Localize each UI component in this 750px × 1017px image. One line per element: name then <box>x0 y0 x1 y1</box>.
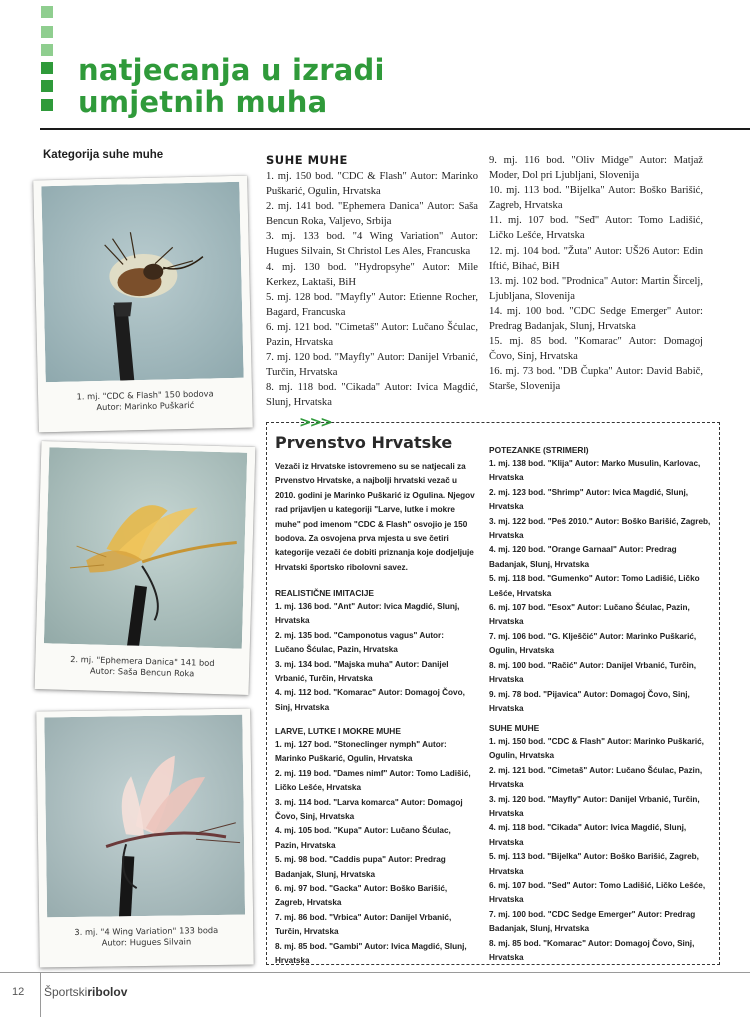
result-entry: 6. mj. 107 bod. "Esox" Autor: Lučano Šćulac, Pazin, Hrvatska <box>489 603 690 627</box>
result-entry: 3. mj. 133 bod. "4 Wing Variation" Autor: Hugues Silvain, St Christol Les Ales, Francuska <box>266 231 478 258</box>
decor-square <box>41 99 53 111</box>
caption-line: 3. mj. "4 Wing Variation" 133 boda <box>74 924 219 937</box>
photo-caption-2 <box>35 653 250 681</box>
section-heading: LARVE, LUTKE I MOKRE MUHE <box>275 726 401 736</box>
result-entry: 9. mj. 78 bod. "Pijavica" Autor: Domagoj Čovo, Sinj, Hrvatska <box>489 689 690 713</box>
magazine-name <box>44 985 127 999</box>
result-entry: 7. mj. 106 bod. "G. Klješčić" Autor: Marinko Puškarić, Ogulin, Hrvatska <box>489 631 697 656</box>
result-entry: 4. mj. 105 bod. "Kupa" Autor: Lučano Šćulac, Pazin, Hrvatska <box>275 826 451 850</box>
result-entry: 2. mj. 119 bod. "Dames nimf" Autor: Tomo Ladišić, Ličko Lešće, Hrvatska <box>275 768 471 793</box>
result-entry: 3. mj. 122 bod. "Peš 2010." Autor: Boško Barišić, Zagreb, Hrvatska <box>489 516 711 541</box>
result-entry: 8. mj. 85 bod. "Gambi" Autor: Ivica Magdić, Slunj, Hrvatska <box>275 941 467 966</box>
result-entry: 2. mj. 121 bod. "Cimetaš" Autor: Lučano Šćulac, Pazin, Hrvatska <box>489 765 703 790</box>
realistic-imitations-section <box>275 586 475 715</box>
caption-line: 1. mj. "CDC & Flash" 150 bodova <box>76 388 214 402</box>
caption-line: Autor: Hugues Silvain <box>101 936 192 948</box>
result-entry: 4. mj. 118 bod. "Cikada" Autor: Ivica Magdić, Slunj, Hrvatska <box>489 823 687 847</box>
photo-card-2 <box>35 441 256 695</box>
result-entry: 1. mj. 150 bod. "CDC & Flash" Autor: Marinko Puškarić, Ogulin, Hrvatska <box>266 171 478 198</box>
photo-card-1 <box>33 176 253 433</box>
fly-photo-1 <box>41 182 243 382</box>
photo-caption-3 <box>39 924 253 949</box>
result-entry: 1. mj. 138 bod. "Klija" Autor: Marko Musulin, Karlovac, Hrvatska <box>489 459 701 483</box>
result-entry: 2. mj. 123 bod. "Shrimp" Autor: Ivica Magdić, Slunj, Hrvatska <box>489 487 688 512</box>
result-entry: 5. mj. 118 bod. "Gumenko" Autor: Tomo Ladišić, Ličko Lešće, Hrvatska <box>489 574 700 598</box>
result-entry: 8. mj. 85 bod. "Komarac" Autor: Domagoj Čovo, Sinj, Hrvatska <box>489 938 695 963</box>
decor-square <box>41 6 53 18</box>
result-entry: 6. mj. 97 bod. "Gacka" Autor: Boško Barišić, Zagreb, Hrvatska <box>275 884 448 908</box>
result-entry: 1. mj. 127 bod. "Stoneclinger nymph" Autor: Marinko Puškarić, Ogulin, Hrvatska <box>275 740 447 764</box>
title-line-1: natjecanja u izradi <box>78 53 385 87</box>
result-entry: 7. mj. 100 bod. "CDC Sedge Emerger" Autor: Predrag Badanjak, Slunj, Hrvatska <box>489 909 696 934</box>
result-entry: 6. mj. 107 bod. "Sed" Autor: Tomo Ladišić, Ličko Lešće, Hrvatska <box>489 881 706 905</box>
result-entry: 7. mj. 120 bod. "Mayfly" Autor: Danijel Vrbanić, Turčin, Hrvatska <box>266 352 478 379</box>
dry-flies-column-1 <box>266 153 478 411</box>
result-entry: 8. mj. 100 bod. "Račić" Autor: Danijel Vrbanić, Turčin, Hrvatska <box>489 660 697 685</box>
result-entry: 8. mj. 118 bod. "Cikada" Autor: Ivica Magdić, Slunj, Hrvatska <box>266 382 478 409</box>
result-entry: 3. mj. 134 bod. "Majska muha" Autor: Danijel Vrbanić, Turčin, Hrvatska <box>275 659 449 684</box>
dry-flies-championship-section <box>489 721 711 966</box>
decor-square <box>41 26 53 38</box>
result-entry: 6. mj. 121 bod. "Cimetaš" Autor: Lučano Šćulac, Pazin, Hrvatska <box>266 321 478 349</box>
result-entry: 9. mj. 116 bod. "Oliv Midge" Autor: Matjaž Moder, Dol pri Ljubljani, Slovenija <box>489 155 703 182</box>
caption-line: Autor: Saša Bencun Roka <box>89 665 195 679</box>
result-entry: 1. mj. 150 bod. "CDC & Flash" Autor: Marinko Puškarić, Ogulin, Hrvatska <box>489 737 704 761</box>
magazine-name-prefix: Športski <box>44 985 88 999</box>
page-number: 12 <box>12 986 25 998</box>
decor-square <box>41 80 53 92</box>
section-heading: REALISTIČNE IMITACIJE <box>275 588 374 598</box>
result-entry: 7. mj. 86 bod. "Vrbica" Autor: Danijel Vrbanić, Turčin, Hrvatska <box>275 912 452 937</box>
larvae-section <box>275 724 475 969</box>
arrows-decoration: >>> <box>299 413 331 431</box>
category-heading: Kategorija suhe muhe <box>43 149 164 161</box>
photo-caption-1 <box>38 388 252 415</box>
result-entry: 5. mj. 98 bod. "Caddis pupa" Autor: Predrag Badanjak, Slunj, Hrvatska <box>275 855 446 879</box>
result-entry: 16. mj. 73 bod. "DB Čupka" Autor: David Babič, Starše, Slovenija <box>489 366 703 393</box>
footer-rule <box>0 972 750 973</box>
result-entry: 4. mj. 130 bod. "Hydropsyhe" Autor: Mile Kerkez, Laktaši, BiH <box>266 261 478 288</box>
result-entry: 15. mj. 85 bod. "Komarac" Autor: Domagoj Čovo, Sinj, Hrvatska <box>489 336 703 363</box>
page-title <box>78 54 385 118</box>
fly-photo-2 <box>44 447 247 648</box>
result-entry: 14. mj. 100 bod. "CDC Sedge Emerger" Autor: Predrag Badanjak, Slunj, Hrvatska <box>489 305 703 333</box>
result-entry: 11. mj. 107 bod. "Seđ" Autor: Tomo Ladišić, Ličko Lešće, Hrvatska <box>489 215 703 242</box>
streamers-section <box>489 443 711 716</box>
decor-square <box>41 62 53 74</box>
result-entry: 4. mj. 112 bod. "Komarac" Autor: Domagoj Čovo, Sinj, Hrvatska <box>275 688 465 712</box>
result-entry: 1. mj. 136 bod. "Ant" Autor: Ivica Magdić, Slunj, Hrvatska <box>275 602 460 626</box>
result-entry: 13. mj. 102 bod. "Prodnica" Autor: Martin Šircelj, Ljubljana, Slovenija <box>489 275 703 302</box>
magazine-name-suffix: ribolov <box>87 985 128 999</box>
championship-title: Prvenstvo Hrvatske <box>275 433 453 452</box>
title-line-2: umjetnih muha <box>78 85 328 119</box>
fly-photo-3 <box>44 715 245 918</box>
result-entry: 12. mj. 104 bod. "Žuta" Autor: UŠ26 Autor: Edin Iftić, Bihać, BiH <box>489 245 703 272</box>
result-entry: 3. mj. 120 bod. "Mayfly" Autor: Danijel Vrbanić, Turčin, Hrvatska <box>489 794 700 819</box>
dry-flies-column-2 <box>489 153 703 395</box>
result-entry: 5. mj. 113 bod. "Bijelka" Autor: Boško Barišić, Zagreb, Hrvatska <box>489 852 699 876</box>
header-rule <box>40 128 750 130</box>
caption-line: Autor: Marinko Puškarić <box>96 399 195 413</box>
caption-line: 2. mj. "Ephemera Danica" 141 bod <box>70 653 215 668</box>
footer-divider <box>40 972 41 1017</box>
result-entry: 2. mj. 135 bod. "Camponotus vagus" Autor: Lučano Šćulac, Pazin, Hrvatska <box>275 630 444 655</box>
section-heading: SUHE MUHE <box>489 723 540 733</box>
championship-intro: Vezači iz Hrvatske istovremeno su se natjecali za Prvenstvo Hrvatske, a najbolji hrvatski vezač u 2010. godini je Marinko Puškarić iz Ogulina. Njegov rad prijavljen u kategoriji "Larve, lutke i mokre muhe" pod imenom "CDC & Flash" osvojio je 150 bodova. Za osvojena prva mjesta u sve četiri kategorije vezači će dobiti priznanja koje dodjeljuje Hrvatski športsko ribolovni savez. <box>275 462 475 572</box>
section-heading: POTEZANKE (STRIMERI) <box>489 445 589 455</box>
result-entry: 5. mj. 128 bod. "Mayfly" Autor: Etienne Rocher, Bagard, Francuska <box>266 291 478 318</box>
decor-square <box>41 44 53 56</box>
result-entry: 3. mj. 114 bod. "Larva komarca" Autor: Domagoj Čovo, Sinj, Hrvatska <box>275 797 463 822</box>
photo-card-3 <box>36 709 254 968</box>
result-entry: 4. mj. 120 bod. "Orange Garnaal" Autor: Predrag Badanjak, Slunj, Hrvatska <box>489 545 677 569</box>
section-heading: SUHE MUHE <box>266 153 348 167</box>
result-entry: 2. mj. 141 bod. "Ephemera Danica" Autor: Saša Bencun Roka, Valjevo, Srbija <box>266 201 478 228</box>
result-entry: 10. mj. 113 bod. "Bijelka" Autor: Boško Barišić, Zagreb, Hrvatska <box>489 185 703 212</box>
